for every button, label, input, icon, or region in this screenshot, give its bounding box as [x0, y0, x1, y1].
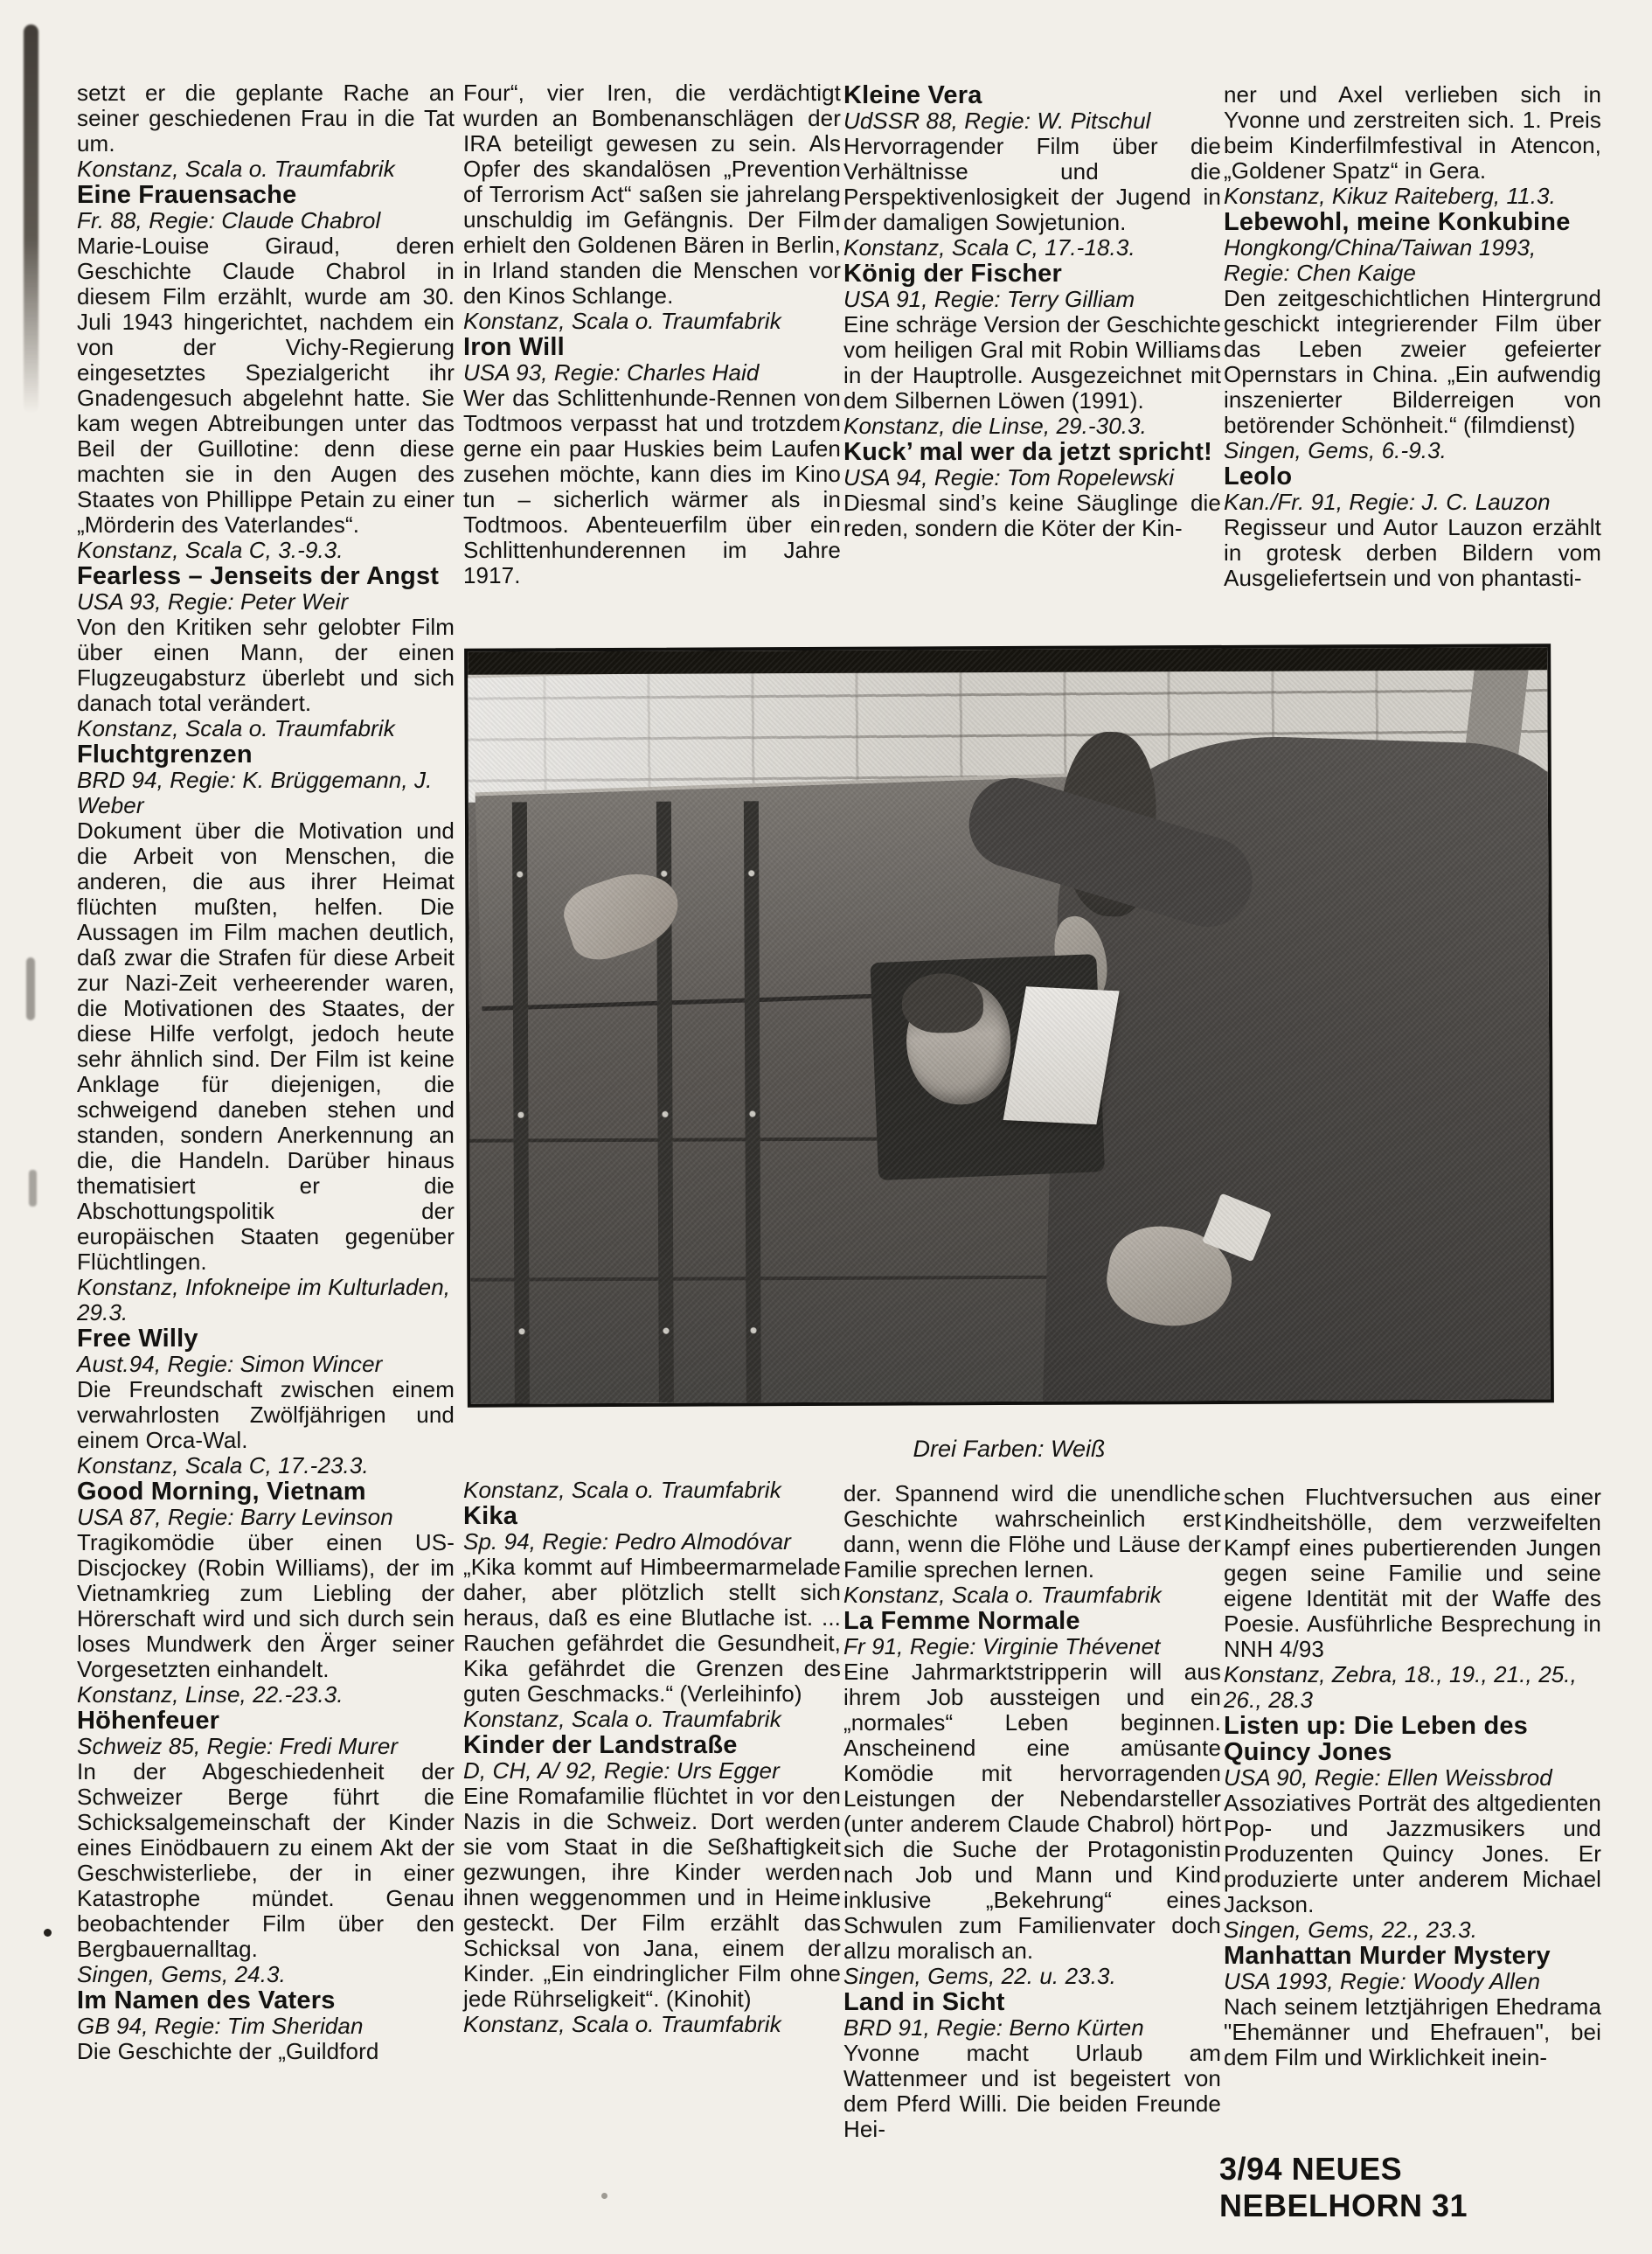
venue-line: Konstanz, Scala o. Traumfabrik: [463, 308, 781, 334]
credits-line: D, CH, A/ 92, Regie: Urs Egger: [463, 1757, 780, 1784]
venue-line: Konstanz, Scala o. Traumfabrik: [843, 1582, 1162, 1608]
venue-line: Konstanz, Scala o. Traumfabrik: [463, 1477, 781, 1503]
venue-line: Konstanz, Scala o. Traumfabrik: [463, 2011, 781, 2037]
film-title: Fluchtgrenzen: [77, 741, 253, 769]
venue-line: Konstanz, Scala C, 3.-9.3.: [77, 537, 344, 563]
scan-artifact: [44, 1929, 52, 1937]
review-text: Marie-Louise Giraud, deren Geschichte Claude Chabrol in diesem Film erzählt, wurde am 30. Juli 1943 hingerichtet, nachdem ein von der Vichy-Regierung eingesetztes Spezialgericht ihr Gnadengesuch abgelehnt hatte. Sie kam wegen Abtreibungen unter das Beil der Guillotine: denn diese machten sie in den Augen des Staates von Phillippe Petain zu einer „Mörderin des Vaterlandes“.: [77, 233, 455, 538]
film-title: König der Fischer: [843, 260, 1062, 288]
review-text: Eine Romafamilie flüchtet in vor den Nazis in die Schweiz. Dort werden sie vom Staat in die Seßhaftigkeit gezwungen, ihre Kinder werden ihnen weggenommen und in Heime gesteckt. Der Film erzählt das Schicksal von Jana, einem der Kinder. „Ein eindringlicher Film ohne jede Rührseligkeit“. (Kinohit): [463, 1783, 841, 2012]
film-title: Land in Sicht: [843, 1988, 1005, 2016]
film-title: Kuck’ mal wer da jetzt spricht!: [843, 438, 1212, 466]
review-text: Von den Kritiken sehr gelobter Film über einen Mann, der einen Flugzeugabsturz überlebt und sich danach total verändert.: [77, 614, 455, 716]
review-text: „Kika kommt auf Himbeermarmelade daher, aber plötzlich stellt sich heraus, daß es eine Blutlache ist. ... Rauchen gefährdet die Gesundheit, Kika gefährdet die Grenzen des guten Geschmacks.“ (Verleihinfo): [463, 1554, 841, 1707]
film-title: Good Morning, Vietnam: [77, 1478, 366, 1506]
review-text: Nach seinem letztjährigen Ehedrama "Ehemänner und Ehefrauen", bei dem Film und Wirklichkeit inein-: [1224, 1993, 1601, 2070]
column-3-bottom: [843, 1481, 1221, 2142]
film-title: Im Namen des Vaters: [77, 1986, 336, 2014]
venue-line: Singen, Gems, 22. u. 23.3.: [843, 1963, 1116, 1989]
venue-line: Konstanz, Scala o. Traumfabrik: [463, 1706, 781, 1732]
column-4-bottom: [1224, 1485, 1601, 2070]
film-title: Höhenfeuer: [77, 1707, 220, 1735]
film-title: Leolo: [1224, 463, 1293, 490]
review-text: Dokument über die Motivation und die Arbeit von Menschen, die anderen, die aus ihrer Heimat flüchten mußten, helfen. Die Aussagen im Film machen deutlich, daß zwar die Strafen für diese Arbeit zur Nazi-Zeit verheerender waren, die Motivationen des Staates, der diese Hilfe verfolgt, jedoch heute sehr ähnlich sind. Der Film ist keine Anklage für diejenigen, die schweigend daneben stehen und standen, sondern Anerkennung an die, die Handeln. Darüber hinaus thematisiert er die Abschottungspolitik der europäischen Staaten gegenüber Flüchtlingen.: [77, 817, 455, 1275]
column-4-top: [1224, 82, 1601, 591]
film-title: Kleine Vera: [843, 81, 982, 109]
review-text: Diesmal sind’s keine Säuglinge die reden, sondern die Köter der Kin-: [843, 490, 1221, 541]
column-2-bottom: [463, 1478, 841, 2037]
film-title: Iron Will: [463, 333, 565, 361]
photo-caption: Drei Farben: Weiß: [913, 1436, 1106, 1462]
column-2-top: [463, 80, 841, 588]
review-text: schen Fluchtversuchen aus einer Kindheitshölle, dem verzweifelten Kampf eines pubertierenden Jungen gegen seine Familie und seine eigene Identität mit der Waffe des Poesie. Ausführliche Besprechung in NNH 4/93: [1224, 1484, 1601, 1662]
review-text: Eine schräge Version der Geschichte vom heiligen Gral mit Robin Williams in der Hauptrolle. Ausgezeichnet mit dem Silbernen Löwen (1991).: [843, 311, 1221, 414]
credits-line: Aust.94, Regie: Simon Wincer: [77, 1351, 383, 1377]
review-text: In der Abgeschiedenheit der Schweizer Berge führt die Schicksalgemeinschaft der Kinder eines Einödbauern zu einem Akt der Geschwisterliebe, der in einer Katastrophe mündet. Genau beobachtender Film über den Bergbauernalltag.: [77, 1758, 455, 1962]
venue-line: Konstanz, Infokneipe im Kulturladen, 29.3.: [77, 1274, 451, 1325]
scan-artifact: [601, 2193, 607, 2199]
review-text: Den zeitgeschichtlichen Hintergrund geschickt integrierender Film über das Leben zweier gefeierter Opernstars in China. „Ein aufwendig inszenierter Bilderreigen von betörender Schönheit.“ (filmdienst): [1224, 285, 1601, 438]
scan-artifact: [26, 957, 35, 1020]
credits-line: USA 93, Regie: Charles Haid: [463, 359, 760, 386]
credits-line: UdSSR 88, Regie: W. Pitschul: [843, 108, 1151, 134]
venue-line: Singen, Gems, 22., 23.3.: [1224, 1917, 1478, 1943]
film-title: Manhattan Murder Mystery: [1224, 1942, 1551, 1970]
credits-line: GB 94, Regie: Tim Sheridan: [77, 2013, 364, 2039]
review-text: Hervorragender Film über die Verhältnisse und die Perspektivenlosigkeit der Jugend in der damaligen Sowjetunion.: [843, 133, 1221, 235]
credits-line: Kan./Fr. 91, Regie: J. C. Lauzon: [1224, 489, 1551, 515]
venue-line: Konstanz, Scala o. Traumfabrik: [77, 715, 395, 741]
venue-line: Singen, Gems, 24.3.: [77, 1961, 286, 1987]
review-text: Assoziatives Porträt des altgedienten Pop- und Jazzmusikers und Produzenten Quincy Jones. Er produzierte unter anderem Michael Jackson.: [1224, 1790, 1601, 1917]
review-text: Tragikomödie über einen US-Discjockey (Robin Williams), der im Vietnamkrieg zum Liebling der Hörerschaft wird und sich durch sein loses Mundwerk den Ärger seiner Vorgesetzten einhandelt.: [77, 1529, 455, 1682]
venue-line: Konstanz, Scala C, 17.-23.3.: [77, 1452, 369, 1478]
credits-line: Schweiz 85, Regie: Fredi Murer: [77, 1733, 399, 1759]
venue-line: Konstanz, Zebra, 18., 19., 21., 25., 26., 28.3: [1224, 1661, 1577, 1713]
film-title: Listen up: Die Leben des Quincy Jones: [1224, 1712, 1529, 1766]
credits-line: USA 90, Regie: Ellen Weissbrod: [1224, 1764, 1552, 1791]
credits-line: Fr. 88, Regie: Claude Chabrol: [77, 207, 381, 233]
film-title: Lebewohl, meine Konkubine: [1224, 208, 1571, 236]
scan-artifact: [29, 1170, 37, 1207]
film-title: La Femme Normale: [843, 1607, 1080, 1635]
review-text: der. Spannend wird die unendliche Geschichte wahrscheinlich erst dann, wenn die Flöhe und Läuse der Familie sprechen lernen.: [843, 1480, 1221, 1583]
venue-line: Konstanz, die Linse, 29.-30.3.: [843, 413, 1148, 439]
credits-line: USA 87, Regie: Barry Levinson: [77, 1504, 393, 1530]
film-title: Kinder der Landstraße: [463, 1731, 738, 1759]
column-1: [77, 80, 455, 2118]
scan-artifact: [24, 24, 38, 414]
review-text: Die Geschichte der „Guildford: [77, 2038, 379, 2064]
venue-line: Konstanz, Scala o. Traumfabrik: [77, 156, 395, 182]
review-text: Regisseur und Autor Lauzon erzählt in grotesk derben Bildern vom Ausgeliefertsein und von phantasti-: [1224, 514, 1601, 591]
venue-line: Singen, Gems, 6.-9.3.: [1224, 437, 1447, 463]
credits-line: USA 91, Regie: Terry Gilliam: [843, 286, 1135, 312]
credits-line: USA 94, Regie: Tom Ropelewski: [843, 464, 1175, 490]
photo-grain-overlay: [468, 647, 1551, 1403]
film-title: Kika: [463, 1502, 518, 1530]
venue-line: Konstanz, Kikuz Raiteberg, 11.3.: [1224, 183, 1556, 209]
review-text: ner und Axel verlieben sich in Yvonne und zerstreiten sich. 1. Preis beim Kinderfilmfestival in Atencon, „Goldener Spatz“ in Gera.: [1224, 81, 1601, 184]
column-3-top: [843, 82, 1221, 541]
film-still-photo: [464, 644, 1554, 1407]
credits-line: Fr 91, Regie: Virginie Thévenet: [843, 1633, 1161, 1659]
venue-line: Konstanz, Linse, 22.-23.3.: [77, 1681, 344, 1708]
review-text: Die Freundschaft zwischen einem verwahrlosten Zwölfjährigen und einem Orca-Wal.: [77, 1376, 455, 1453]
venue-line: Konstanz, Scala C, 17.-18.3.: [843, 234, 1135, 261]
film-title: Eine Frauensache: [77, 181, 297, 209]
review-text: Eine Jahrmarktstripperin will aus ihrem Job aussteigen und ein „normales“ Leben beginnen. Anscheinend eine amüsante Komödie mit hervorragenden Leistungen der Nebendarsteller (unter anderem Claude Chabrol) hört sich die Suche der Protagonistin nach Job und Mann und Kind inklusive „Bekehrung“ eines Schwulen zum Familienvater doch allzu moralisch an.: [843, 1659, 1221, 1964]
review-text: setzt er die geplante Rache an seiner geschiedenen Frau in die Tat um.: [77, 80, 455, 157]
film-title: Fearless – Jenseits der Angst: [77, 562, 440, 590]
credits-line: Sp. 94, Regie: Pedro Almodóvar: [463, 1528, 791, 1555]
review-text: Four“, vier Iren, die verdächtigt wurden an Bombenanschlägen der IRA beteiligt gewesen zu sein. Als Opfer des skandalösen „Prevention of Terrorism Act“ saßen sie jahrelang unschuldig im Gefängnis. Der Film erhielt den Goldenen Bären in Berlin, in Irland standen die Menschen vor den Kinos Schlange.: [463, 80, 841, 309]
credits-line: BRD 91, Regie: Berno Kürten: [843, 2014, 1144, 2041]
review-text: Yvonne macht Urlaub am Wattenmeer und ist begeistert von dem Pferd Willi. Die beiden Freunde Hei-: [843, 2040, 1221, 2142]
page-footer: 3/94 NEUES NEBELHORN 31: [1219, 2151, 1468, 2223]
credits-line: USA 93, Regie: Peter Weir: [77, 588, 349, 615]
credits-line: Hongkong/China/Taiwan 1993, Regie: Chen Kaige: [1224, 234, 1537, 286]
credits-line: USA 1993, Regie: Woody Allen: [1224, 1968, 1541, 1994]
credits-line: BRD 94, Regie: K. Brüggemann, J. Weber: [77, 767, 433, 818]
review-text: Wer das Schlittenhunde-Rennen von Todtmoos verpasst hat und trotzdem gerne ein paar Huskies beim Laufen zusehen möchte, kann dies im Kino tun – sicherlich wärmer als in Todtmoos. Abenteuerfilm über ein Schlittenhunderennen im Jahre 1917.: [463, 385, 841, 588]
film-title: Free Willy: [77, 1325, 198, 1353]
